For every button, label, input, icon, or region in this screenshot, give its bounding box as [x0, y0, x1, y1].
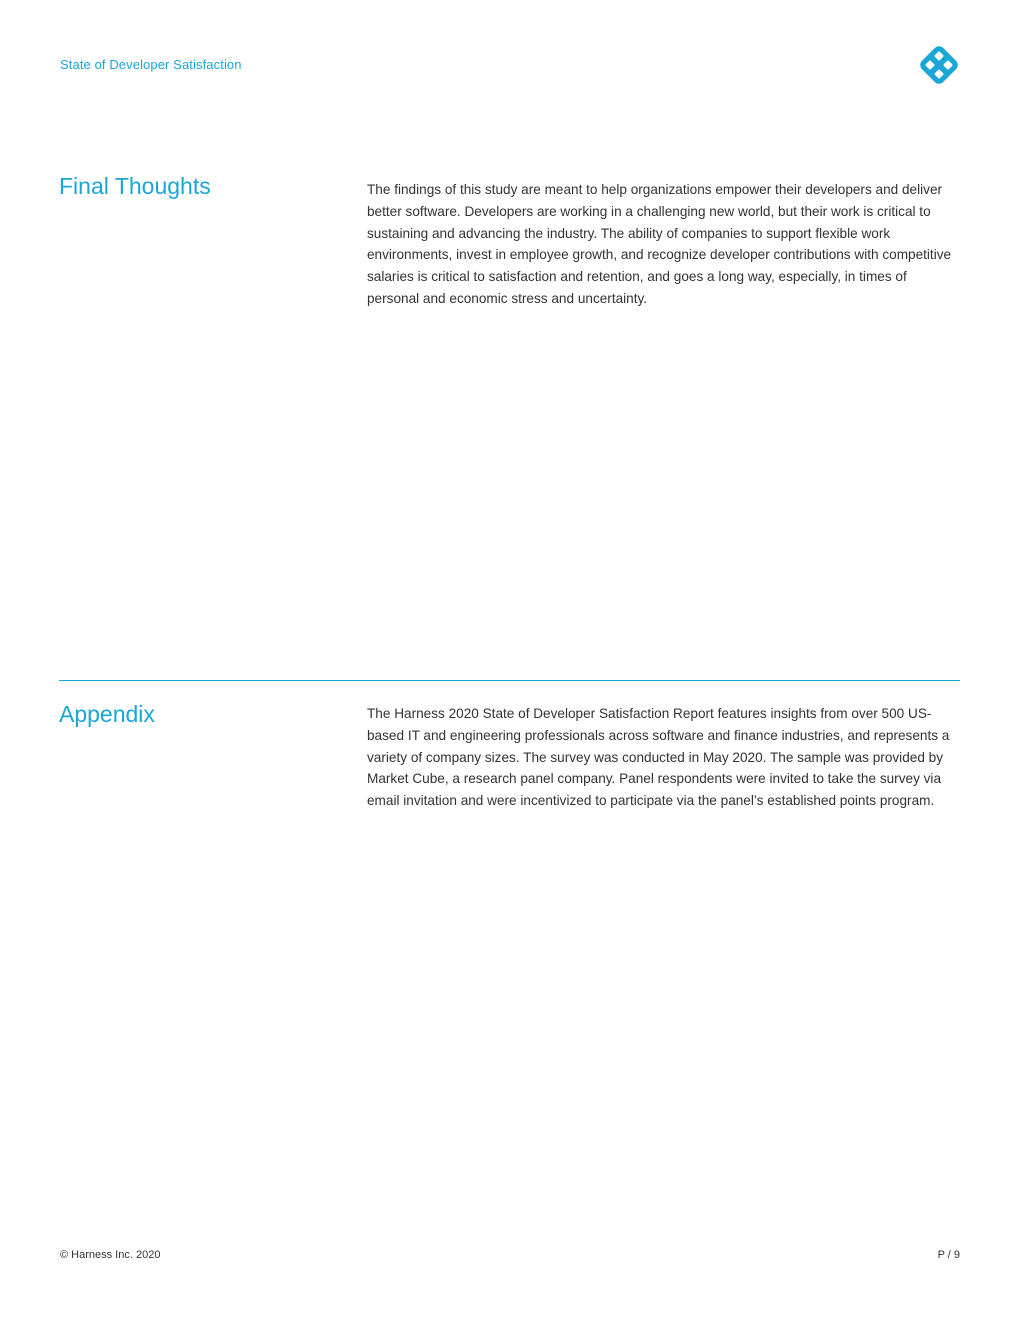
final-thoughts-body: The findings of this study are meant to help organizations empower their developers and deliver better software. Developers are working in a challenging new world, but their work is critical to sustaining and advancing the industry. The ability of companies to support flexible work environments, invest in employee growth, and recognize developer contributions with competitive salaries is critical to satisfaction and retention, and goes a long way, especially, in times of personal and economic stress and uncertainty.	[367, 182, 952, 306]
appendix-body: The Harness 2020 State of Developer Satisfaction Report features insights from over 500 US-based IT and engineering professionals across software and finance industries, and represents a variety of company sizes. The survey was conducted in May 2020. The sample was provided by Market Cube, a research panel company. Panel respondents were invited to take the survey via email invitation and were incentivized to participate via the panel’s established points program.	[367, 706, 950, 809]
appendix-heading: Appendix	[59, 701, 155, 727]
running-title: State of Developer Satisfaction	[60, 57, 242, 72]
page-number: P / 9	[937, 1249, 960, 1261]
final-thoughts-heading: Final Thoughts	[59, 173, 211, 199]
copyright-text: © Harness Inc. 2020	[60, 1249, 161, 1261]
section-divider	[59, 680, 960, 681]
harness-logo-icon	[916, 42, 962, 88]
